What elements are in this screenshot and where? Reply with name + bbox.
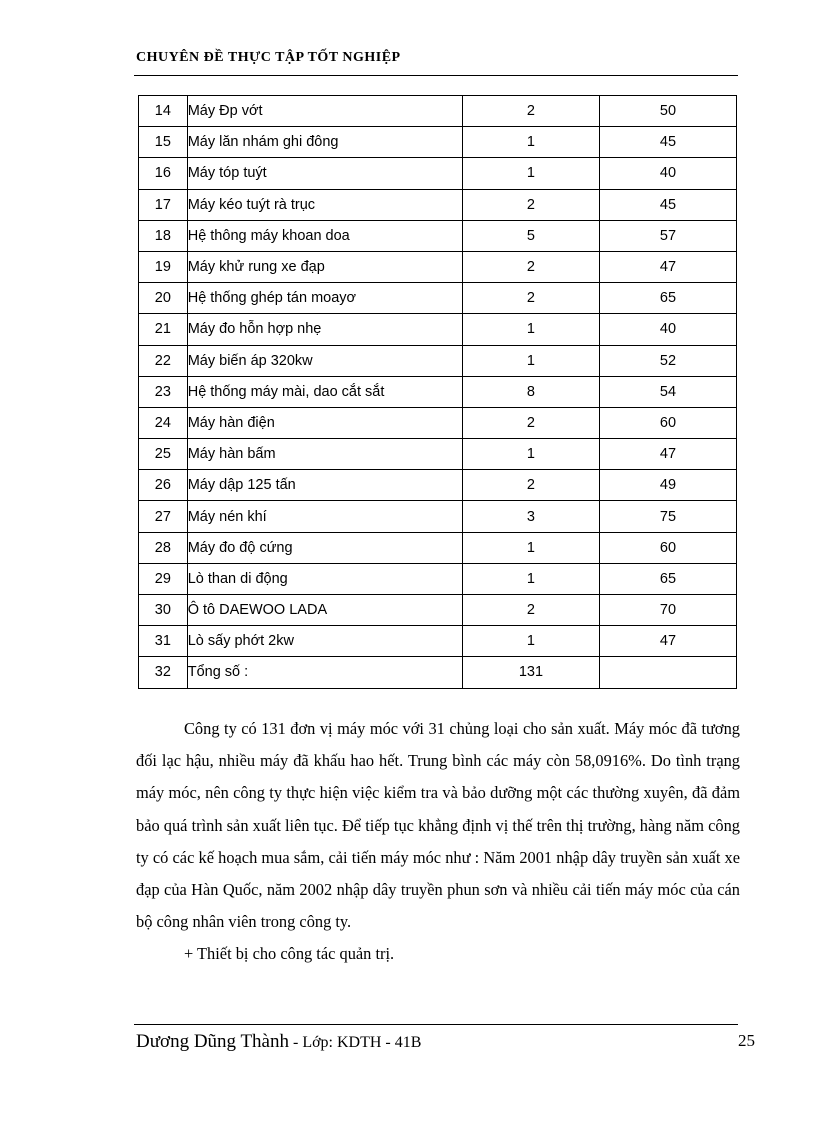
remaining-value-cell: 65 [599,563,736,594]
quantity-cell: 2 [462,283,599,314]
table-row [139,127,737,158]
equipment-name-cell: Máy đo hỗn hợp nhẹ [187,314,462,345]
equipment-name-cell: Máy Đp vớt [187,96,462,127]
table-row [139,439,737,470]
row-number-cell: 19 [139,251,188,282]
quantity-cell: 131 [462,657,599,688]
equipment-name-cell: Máy lăn nhám ghi đông [187,127,462,158]
table-row [139,595,737,626]
quantity-cell: 1 [462,158,599,189]
remaining-value-cell: 52 [599,345,736,376]
remaining-value-cell: 47 [599,626,736,657]
table-row [139,626,737,657]
quantity-cell: 1 [462,439,599,470]
equipment-table-body [139,96,737,689]
quantity-cell: 8 [462,376,599,407]
equipment-name-cell: Tổng số : [187,657,462,688]
equipment-name-cell: Máy hàn điện [187,407,462,438]
equipment-name-cell: Máy nén khí [187,501,462,532]
remaining-value-cell: 45 [599,189,736,220]
table-row [139,189,737,220]
row-number-cell: 22 [139,345,188,376]
remaining-value-cell: 40 [599,158,736,189]
document-header-title: CHUYÊN ĐỀ THỰC TẬP TỐT NGHIỆP [136,50,401,65]
row-number-cell: 18 [139,220,188,251]
table-row [139,251,737,282]
quantity-cell: 1 [462,127,599,158]
remaining-value-cell: 65 [599,283,736,314]
remaining-value-cell [599,657,736,688]
remaining-value-cell: 49 [599,470,736,501]
remaining-value-cell: 60 [599,407,736,438]
equipment-name-cell: Máy tóp tuýt [187,158,462,189]
equipment-name-cell: Hệ thông máy khoan doa [187,220,462,251]
table-row [139,376,737,407]
bullet-item: + Thiết bị cho công tác quản trị. [184,944,395,964]
equipment-name-cell: Máy khử rung xe đạp [187,251,462,282]
row-number-cell: 25 [139,439,188,470]
remaining-value-cell: 45 [599,127,736,158]
row-number-cell: 14 [139,96,188,127]
remaining-value-cell: 47 [599,251,736,282]
quantity-cell: 2 [462,470,599,501]
equipment-name-cell: Hệ thống ghép tán moayơ [187,283,462,314]
table-row [139,532,737,563]
body-text [136,713,740,971]
header-divider [134,75,738,76]
table-row [139,220,737,251]
equipment-name-cell: Máy hàn bấm [187,439,462,470]
row-number-cell: 26 [139,470,188,501]
row-number-cell: 31 [139,626,188,657]
row-number-cell: 15 [139,127,188,158]
row-number-cell: 32 [139,657,188,688]
quantity-cell: 2 [462,595,599,626]
quantity-cell: 3 [462,501,599,532]
equipment-name-cell: Máy kéo tuýt rà trục [187,189,462,220]
quantity-cell: 2 [462,189,599,220]
page-number: 25 [738,1031,755,1050]
equipment-name-cell: Máy dập 125 tấn [187,470,462,501]
quantity-cell: 1 [462,314,599,345]
row-number-cell: 28 [139,532,188,563]
footer-class-label: - Lớp: KDTH - 41B [288,1034,422,1051]
row-number-cell: 17 [139,189,188,220]
quantity-cell: 1 [462,563,599,594]
quantity-cell: 1 [462,532,599,563]
equipment-name-cell: Lò than di động [187,563,462,594]
equipment-name-cell: Hệ thống máy mài, dao cắt sắt [187,376,462,407]
row-number-cell: 21 [139,314,188,345]
table-row [139,657,737,688]
table-row [139,96,737,127]
row-number-cell: 27 [139,501,188,532]
table-row [139,158,737,189]
row-number-cell: 24 [139,407,188,438]
equipment-name-cell: Máy đo độ cứng [187,532,462,563]
equipment-name-cell: Lò sấy phớt 2kw [187,626,462,657]
row-number-cell: 16 [139,158,188,189]
quantity-cell: 2 [462,251,599,282]
equipment-name-cell: Ô tô DAEWOO LADA [187,595,462,626]
row-number-cell: 23 [139,376,188,407]
remaining-value-cell: 60 [599,532,736,563]
row-number-cell: 30 [139,595,188,626]
table-row [139,407,737,438]
remaining-value-cell: 70 [599,595,736,626]
quantity-cell: 1 [462,345,599,376]
remaining-value-cell: 75 [599,501,736,532]
equipment-name-cell: Máy biến áp 320kw [187,345,462,376]
row-number-cell: 29 [139,563,188,594]
table-row [139,283,737,314]
remaining-value-cell: 40 [599,314,736,345]
remaining-value-cell: 54 [599,376,736,407]
remaining-value-cell: 57 [599,220,736,251]
footer-author-line [136,1031,421,1053]
table-row [139,470,737,501]
quantity-cell: 1 [462,626,599,657]
remaining-value-cell: 47 [599,439,736,470]
table-row [139,314,737,345]
body-paragraph: Công ty có 131 đơn vị máy móc với 31 chủng loại cho sản xuất. Máy móc đã tương đối lạc hậu, nhiều máy đã khấu hao hết. Trung bình các máy còn 58,0916%. Do tình trạng máy móc, nên công ty thực hiện việc kiểm tra và bảo dưỡng một các thường xuyên, đã đảm bảo quá trình sản xuất liên tục. Để tiếp tục khẳng định vị thế trên thị trường, hàng năm công ty có các kế hoạch mua sắm, cải tiến máy móc như : Năm 2001 nhập dây truyền sản xuất xe đạp của Hàn Quốc, năm 2002 nhập dây truyền phun sơn và nhiều cải tiến máy móc của cán bộ công nhân viên trong công ty. [136,719,740,932]
table-row [139,345,737,376]
table-row [139,563,737,594]
remaining-value-cell: 50 [599,96,736,127]
row-number-cell: 20 [139,283,188,314]
equipment-table [138,95,737,689]
footer-divider [134,1024,738,1025]
table-row [139,501,737,532]
footer-author-name: Dương Dũng Thành [136,1031,289,1052]
quantity-cell: 5 [462,220,599,251]
quantity-cell: 2 [462,96,599,127]
quantity-cell: 2 [462,407,599,438]
